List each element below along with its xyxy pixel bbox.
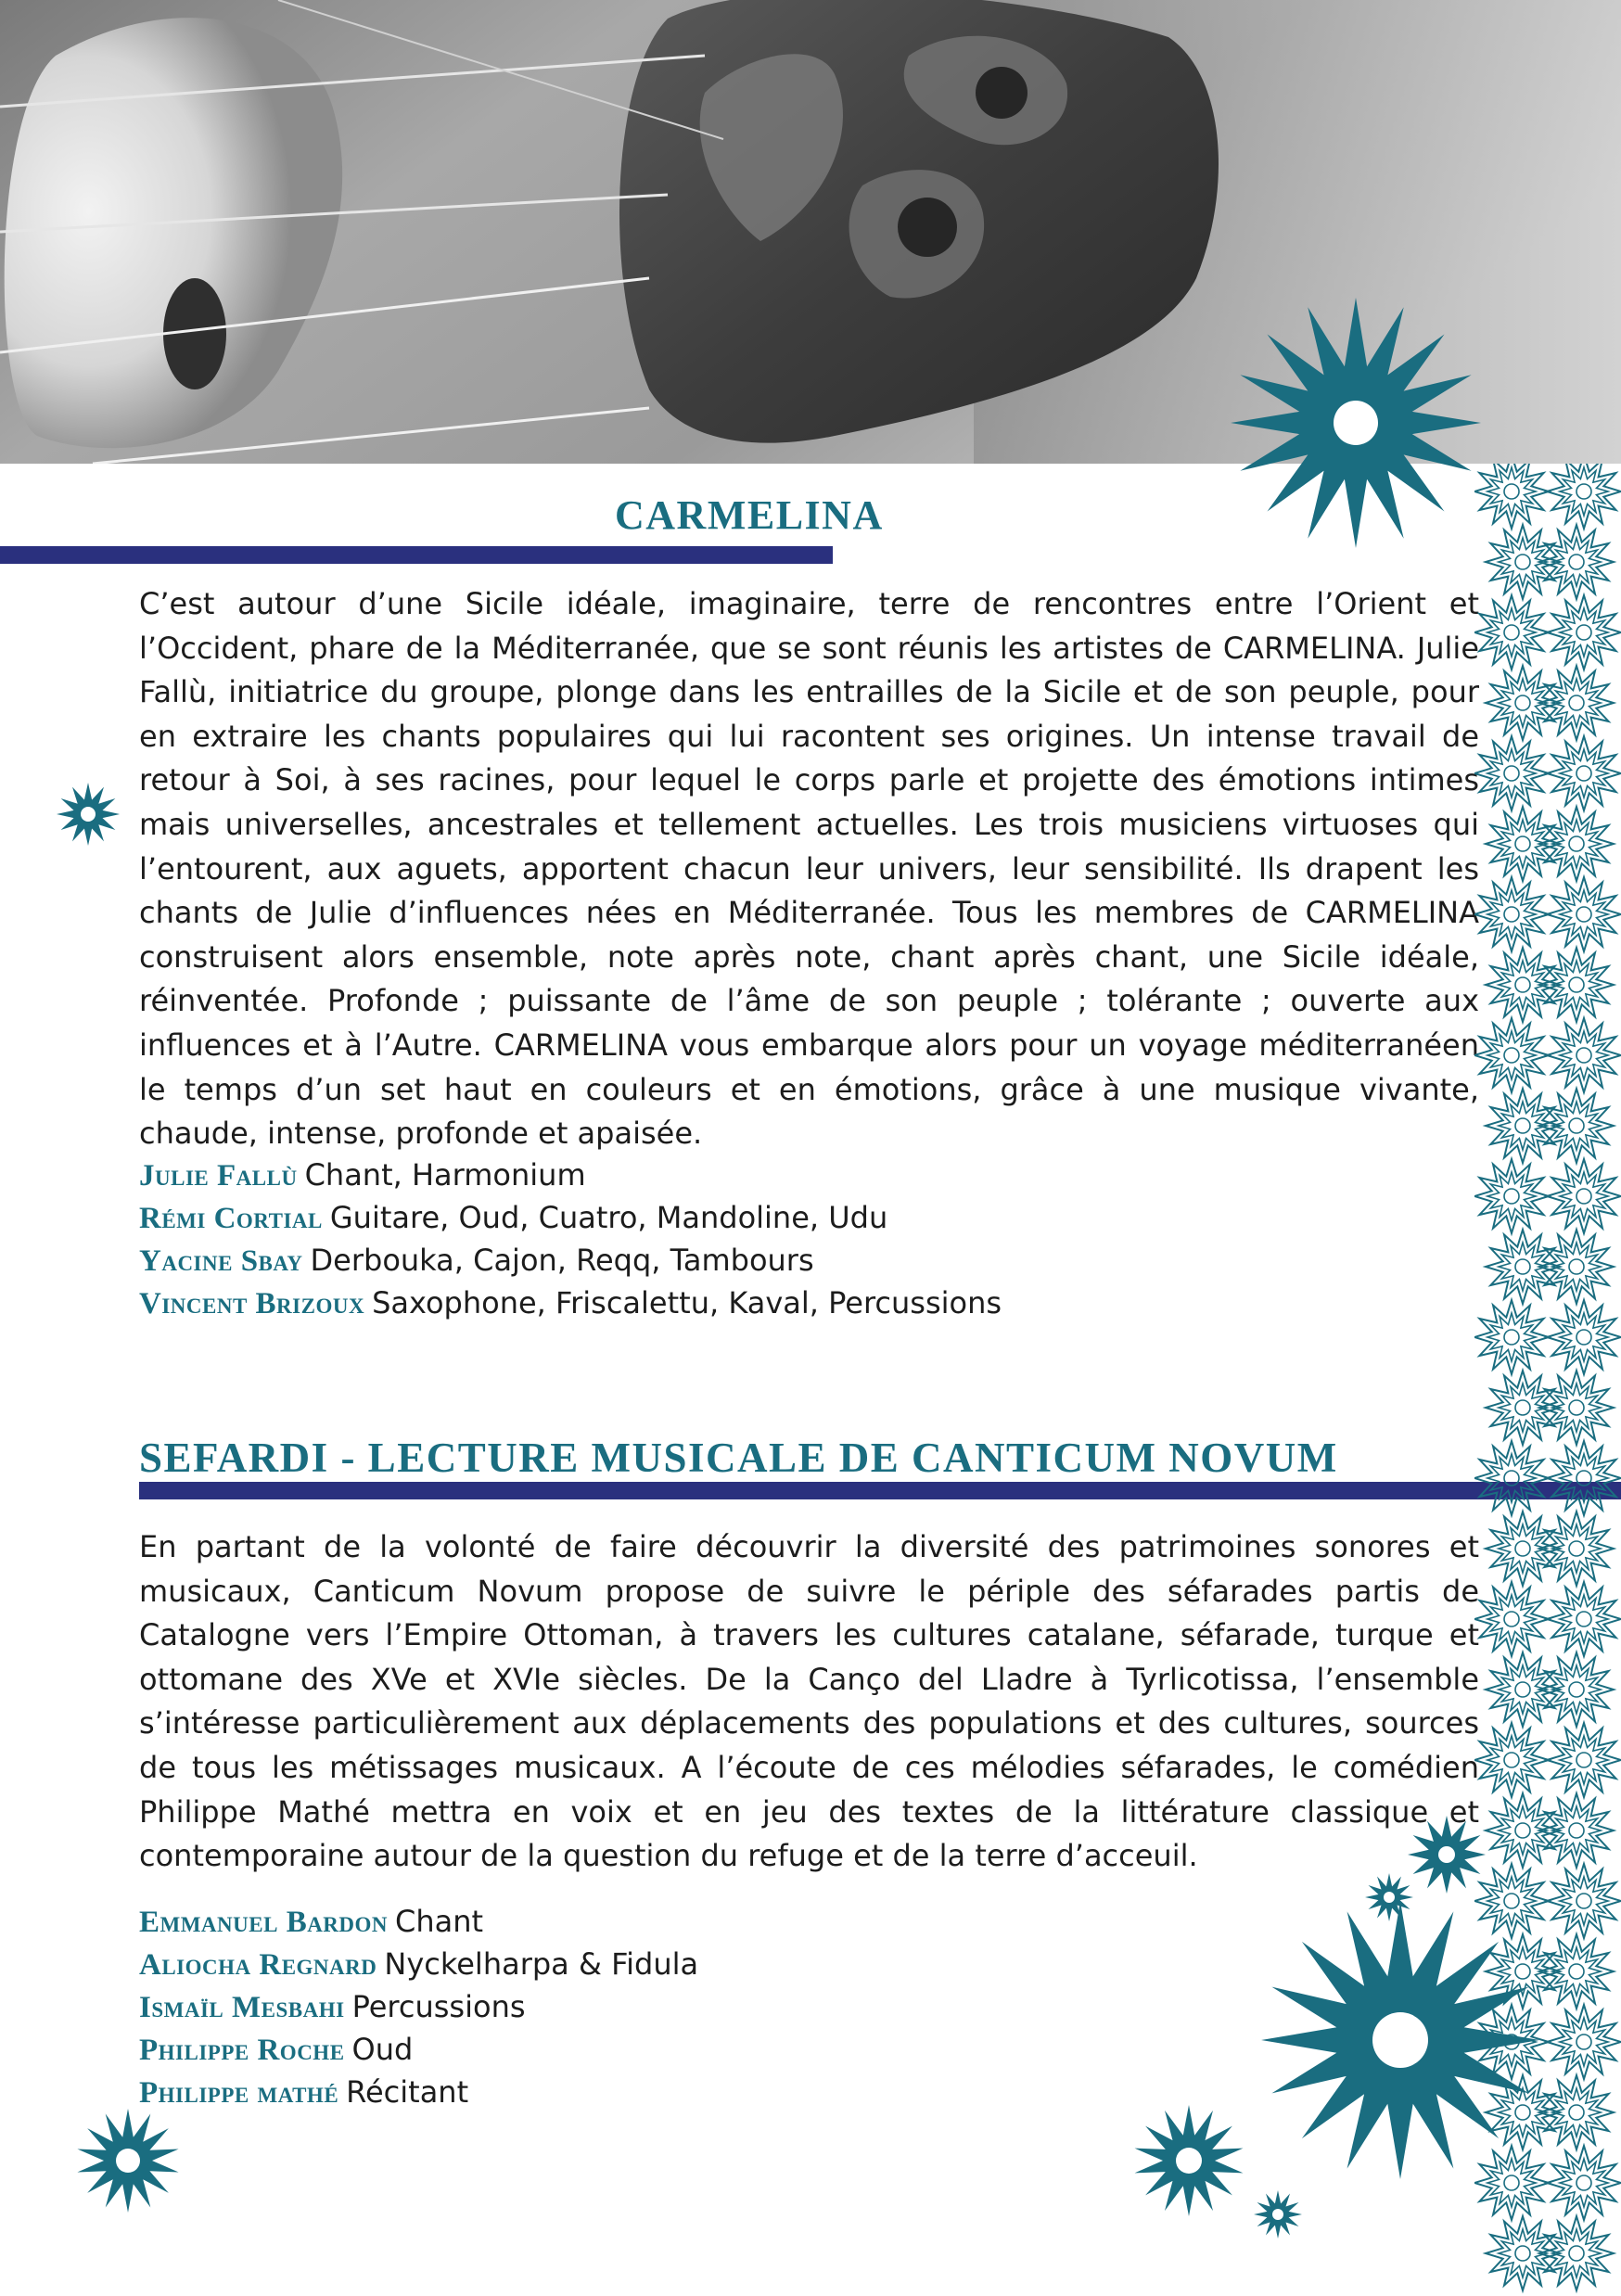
section-body-carmelina: C’est autour d’une Sicile idéale, imaginaire, terre de rencontres entre l’Orient et l’Occident, phare de la Méditerranée, que se sont réunis les artistes de CARMELINA. Julie Fallù, initiatrice du groupe, plonge dans les entrailles de la Sicile et de son peuple, pour en extraire les chants populaires qui lui racontent ses origines. Un intense travail de retour à Soi, à ses racines, pour lequel le corps parle et projette des émotions intimes mais universelles, ancestrales et tellement actuelles. Les trois musiciens virtuoses qui l’entourent, aux aguets, apportent chacun leur univers, leur sensibilité. Ils drapent les chants de Julie d’influences nées en Méditerranée. Tous les membres de CARMELINA construisent alors ensemble, note après note, chant après chant, une Sicile idéale, réinventée. Profonde ; puissante de l’âme de son peuple ; tolérante ; ouverte aux influences et à l’Autre. CARMELINA vous embarque alors pour un voyage méditerranéen le temps d’un set haut en couleurs et en émotions, grâce à une musique vivante, chaude, intense, profonde et apaisée. [139,586,1479,1152]
performer-name: Yacine Sbay [139,1244,303,1278]
performer-name: Emmanuel Bardon [139,1906,389,1939]
performer-role: Chant [395,1904,484,1939]
sun-star [1408,1816,1486,1894]
section-body-sefardi: En partant de la volonté de faire découvrir la diversité des patrimoines sonores et musicaux, Canticum Novum propose de suivre le périple des séfarades partis de Catalogne vers l’Empire Ottoman, à travers les cultures catalane, séfarade, turque et ottomane des XVe et XVIe siècles. De la Canço del Lladre à Tyrlicotissa, l’ensemble s’intéresse particulièrement aux déplacements des populations et des cultures, sources de tous les métissages musicaux. A l’écoute de ces mélodies séfarades, le comédien Philippe Mathé mettra en voix et en jeu des textes de la littérature classique et contemporaine autour de la question du refuge et de la terre d’acceuil. [139,1529,1479,1874]
sun-star [1254,2190,1302,2239]
performer-role: Oud [351,2032,414,2067]
sun-star [1261,1901,1539,2179]
performer-name: Philippe mathé [139,2076,339,2110]
performer-role: Nyckelharpa & Fidula [384,1946,699,1982]
sun-star [1231,298,1481,548]
sun-star [1365,1873,1413,1921]
sun-star [1135,2105,1244,2216]
section-title-carmelina: CARMELINA [615,492,884,538]
performer-role: Saxophone, Friscalettu, Kaval, Percussions [372,1285,1002,1320]
performer-name: Vincent Brizoux [139,1287,365,1320]
section-title-sefardi: SEFARDI - LECTURE MUSICALE DE CANTICUM NOVUM [139,1435,1338,1481]
performer-name: Rémi Cortial [139,1202,323,1235]
performer-role: Récitant [346,2074,469,2110]
performer-role: Percussions [351,1989,526,2024]
performer-name: Philippe Roche [139,2034,345,2067]
sun-star [77,2109,178,2213]
performer-name: Julie Fallù [139,1159,298,1193]
sun-star [57,783,120,846]
performer-role: Chant, Harmonium [304,1157,586,1193]
performer-role: Derbouka, Cajon, Reqq, Tambours [310,1243,814,1278]
performer-name: Ismaïl Mesbahi [139,1991,345,2024]
performer-name: Aliocha Regnard [139,1948,377,1982]
performer-role: Guitare, Oud, Cuatro, Mandoline, Udu [329,1200,888,1235]
